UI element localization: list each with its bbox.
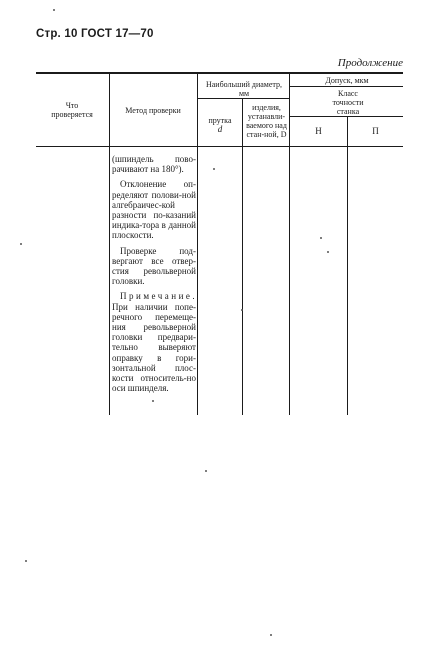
method-paragraph-3: Проверке под-вергают все отвер-стия револьверной головки. [112,245,196,287]
header-bar-label: прутка [208,116,232,125]
method-paragraph-1: (шпиндель пово-рачивают на 180°). [112,154,196,175]
divider-diameter-tolerance [289,73,290,415]
header-max-diameter: Наибольший диаметр, мм [205,80,283,98]
scan-speck [205,470,207,472]
continuation-label: Продолжение [337,57,403,69]
header-bar-symbol: d [217,124,223,134]
page-header: Стр. 10 ГОСТ 17—70 [36,28,154,40]
header-bar [199,116,241,134]
method-paragraph-4 [112,291,196,393]
scan-speck [152,400,154,402]
header-accuracy-class: Класс точности станка [332,89,364,116]
scan-speck [20,243,22,245]
header-class-n: Н [315,126,322,136]
scan-speck [270,634,272,636]
header-class-p: П [372,126,379,136]
divider-n-p [347,116,348,415]
method-paragraph-2: Отклонение оп-ределяют полови-ной алгебраичес-кой разности по-казаний индика-тора в данной плоскости. [112,179,196,241]
scan-speck [241,309,243,311]
divider-method-diameter [197,73,198,415]
scan-speck [320,237,322,239]
note-label: Примечание. [120,291,198,302]
header-what-checked: Что проверяется [51,101,93,119]
scan-speck [53,9,55,11]
table-top-rule [36,72,403,74]
diameter-subheader-rule [197,98,289,99]
header-tolerance: Допуск, мкм [325,76,369,85]
header-part-diameter: изделия, устанавли-ваемого над стан-ной, D [246,103,287,139]
divider-bar-part [242,98,243,415]
scan-speck [25,560,27,562]
method-text-block [112,154,196,398]
header-method: Метод проверки [125,106,181,115]
tolerance-subheader-rule [289,86,403,87]
scan-speck [327,251,329,253]
divider-what-method [109,73,110,415]
note-text: При наличии попе-речного перемеще-ния револьверной головки предвари-тельно выверяют оправку в гори-зонтальной плос-кости относитель-но оси шпинделя. [112,301,196,394]
scan-speck [213,168,215,170]
class-subheader-rule [289,116,403,117]
